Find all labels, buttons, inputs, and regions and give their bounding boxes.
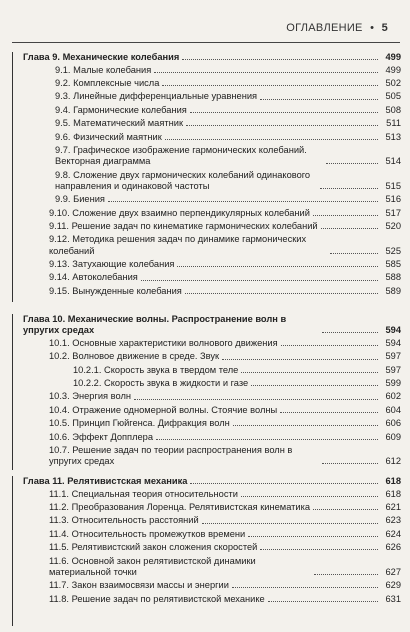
leader-dots xyxy=(268,601,378,602)
page-ref: 631 xyxy=(385,593,401,604)
page-ref: 517 xyxy=(385,207,401,218)
chapter-11-block xyxy=(12,476,401,626)
leader-dots xyxy=(248,536,378,537)
entry-number: 11.8. xyxy=(49,593,69,604)
toc-entry[interactable] xyxy=(13,208,401,219)
toc-entry[interactable] xyxy=(13,91,401,102)
entry-number: 9.1. xyxy=(55,64,71,75)
leader-dots xyxy=(330,253,378,254)
toc-entry[interactable] xyxy=(13,132,401,143)
header-bullet: • xyxy=(370,22,375,34)
leader-dots xyxy=(260,99,378,100)
page-ref: 520 xyxy=(385,221,401,232)
leader-dots xyxy=(182,59,378,60)
entry-label: Релятивистский закон сложения скоростей xyxy=(71,542,258,553)
entry-number: 11.4. xyxy=(49,528,69,539)
entry-label: Затухающие колебания xyxy=(72,259,175,269)
page-ref: 609 xyxy=(385,431,401,442)
toc-entry[interactable] xyxy=(13,221,401,232)
toc-entry[interactable] xyxy=(13,351,401,362)
entry-number: 10.2.2. xyxy=(73,378,102,389)
toc-entry[interactable] xyxy=(13,515,401,526)
page-ref: 627 xyxy=(385,566,401,577)
leader-dots xyxy=(322,463,378,464)
page-ref: 514 xyxy=(385,156,401,167)
leader-dots xyxy=(251,385,378,386)
toc-entry[interactable] xyxy=(13,489,401,500)
toc-entry[interactable] xyxy=(13,170,401,192)
entry-number: 9.7. xyxy=(55,145,71,156)
leader-dots xyxy=(190,483,378,484)
page-header xyxy=(0,22,388,34)
entry-number: 10.5. xyxy=(49,418,70,429)
entry-number: 11.6. xyxy=(49,555,69,566)
page-ref: 606 xyxy=(385,418,401,429)
leader-dots xyxy=(186,125,378,126)
toc-entry[interactable] xyxy=(13,286,401,297)
entry-label: Биения xyxy=(73,194,105,205)
chapter-title: Глава 11. Релятивистская механика xyxy=(23,476,188,486)
leader-dots xyxy=(241,372,378,373)
leader-dots xyxy=(322,332,378,333)
leader-dots xyxy=(141,280,378,281)
entry-label: Энергия волн xyxy=(72,391,131,402)
leader-dots xyxy=(134,399,378,400)
page-ref: 515 xyxy=(385,180,401,191)
page-ref: 502 xyxy=(385,78,401,89)
toc-entry[interactable] xyxy=(13,78,401,89)
leader-dots xyxy=(321,228,378,229)
entry-label: Решение задач по кинематике гармонических колебаний xyxy=(71,221,318,232)
leader-dots xyxy=(156,439,378,440)
entry-label: Скорость звука в твердом теле xyxy=(104,364,239,375)
entry-number: 11.5. xyxy=(49,542,69,553)
entry-number: 9.9. xyxy=(55,194,71,205)
page-ref: 589 xyxy=(385,285,401,296)
page-ref: 594 xyxy=(385,325,401,336)
toc-entry[interactable] xyxy=(13,502,401,513)
leader-dots xyxy=(190,112,378,113)
leader-dots xyxy=(320,188,378,189)
page-ref: 599 xyxy=(385,378,401,389)
page-ref: 602 xyxy=(385,391,401,402)
page-ref: 505 xyxy=(385,91,401,102)
entry-number: 10.1. xyxy=(49,337,70,348)
leader-dots xyxy=(177,266,378,267)
chapter-10-block xyxy=(12,314,401,470)
entry-label: Комплексные числа xyxy=(73,78,160,89)
leader-dots xyxy=(185,293,378,294)
toc-entry[interactable] xyxy=(13,391,401,402)
leader-dots xyxy=(154,72,378,73)
entry-label: Закон взаимосвязи массы и энергии xyxy=(71,580,229,591)
entry-number: 10.6. xyxy=(49,431,70,442)
page-ref: 511 xyxy=(386,118,401,129)
entry-label: Специальная теория относительности xyxy=(71,488,238,499)
entry-number: 10.2. xyxy=(49,351,70,362)
page-ref: 499 xyxy=(385,52,401,62)
entry-label: Преобразования Лоренца. Релятивистская кинематика xyxy=(71,502,311,513)
leader-dots xyxy=(222,359,378,360)
entry-label: Основные характеристики волнового движения xyxy=(72,337,278,348)
entry-number: 9.11. xyxy=(49,221,69,232)
leader-dots xyxy=(281,345,378,346)
page-ref: 516 xyxy=(385,194,401,205)
entry-number: 11.1. xyxy=(49,488,69,499)
entry-number: 10.2.1. xyxy=(73,364,102,375)
entry-label: Физический маятник xyxy=(73,131,162,142)
chapter-title: Глава 9. Механические колебания xyxy=(23,52,180,62)
page-ref: 513 xyxy=(385,131,401,142)
entry-label: Гармонические колебания xyxy=(73,104,187,115)
leader-dots xyxy=(202,523,378,524)
page-ref: 508 xyxy=(385,104,401,115)
leader-dots xyxy=(165,139,378,140)
toc-entry[interactable] xyxy=(13,529,401,540)
toc-entry[interactable] xyxy=(13,105,401,116)
toc-entry[interactable] xyxy=(13,432,401,443)
leader-dots xyxy=(313,215,378,216)
entry-label: Относительность промежутков времени xyxy=(71,528,246,539)
page-ref: 612 xyxy=(385,456,401,467)
page-ref: 618 xyxy=(385,488,401,499)
toc-subentry[interactable] xyxy=(13,365,401,376)
entry-number: 10.4. xyxy=(49,404,70,415)
entry-number: 11.7. xyxy=(49,580,69,591)
leader-dots xyxy=(233,425,378,426)
entry-number: 9.5. xyxy=(55,118,71,129)
entry-number: 9.13. xyxy=(49,259,70,269)
entry-label: Автоколебания xyxy=(72,272,138,283)
entry-number: 9.3. xyxy=(55,91,71,102)
leader-dots xyxy=(313,509,378,510)
entry-label: Методика решения задач по динамике гармонических колебаний xyxy=(49,234,307,256)
toc-entry[interactable] xyxy=(13,580,401,591)
entry-number: 9.10. xyxy=(49,207,70,218)
entry-label: Волновое движение в среде. Звук xyxy=(72,351,220,362)
entry-label: Относительность расстояний xyxy=(71,515,199,526)
chapter-9-block xyxy=(12,52,401,302)
entry-number: 9.8. xyxy=(55,169,71,180)
entry-label: Эффект Допплера xyxy=(72,431,154,442)
chapter-title-row[interactable] xyxy=(13,314,401,336)
entry-label: Графическое изображение гармонических колебаний. Векторная диаграмма xyxy=(55,145,307,167)
toc-entry[interactable] xyxy=(13,194,401,205)
entry-number: 9.12. xyxy=(49,234,70,245)
entry-label: Сложение двух взаимно перпендикулярных колебаний xyxy=(72,207,310,218)
toc-entry[interactable] xyxy=(13,118,401,129)
chapter-title: Глава 10. Механические волны. Распространение волн в упругих средах xyxy=(23,314,287,336)
leader-dots xyxy=(232,587,378,588)
page-ref: 588 xyxy=(385,272,401,283)
toc-entry[interactable] xyxy=(13,405,401,416)
running-title: ОГЛАВЛЕНИЕ xyxy=(286,22,363,34)
entry-number: 9.15. xyxy=(49,285,70,296)
page-ref: 597 xyxy=(385,364,401,375)
chapter-title-row[interactable] xyxy=(13,52,401,63)
header-rule xyxy=(12,42,400,43)
entry-number: 9.4. xyxy=(55,104,71,115)
toc-entry[interactable] xyxy=(13,234,401,256)
page-ref: 626 xyxy=(385,542,401,553)
page-ref: 618 xyxy=(385,476,401,486)
toc-entry[interactable] xyxy=(13,338,401,349)
page-number: 5 xyxy=(381,22,388,34)
toc-entry[interactable] xyxy=(13,542,401,553)
page-ref: 594 xyxy=(385,337,401,348)
page-ref: 621 xyxy=(385,502,401,513)
page-ref: 585 xyxy=(385,259,401,269)
entry-label: Линейные дифференциальные уравнения xyxy=(73,91,258,102)
entry-label: Решение задач по теории распространения волн в упругих средах xyxy=(49,445,293,467)
toc-entry[interactable] xyxy=(13,445,401,467)
toc-entry[interactable] xyxy=(13,65,401,76)
entry-label: Отражение одномерной волны. Стоячие волны xyxy=(72,404,278,415)
leader-dots xyxy=(241,496,378,497)
page-ref: 604 xyxy=(385,404,401,415)
entry-number: 9.14. xyxy=(49,272,70,283)
entry-number: 9.2. xyxy=(55,78,71,89)
leader-dots xyxy=(326,163,378,164)
entry-label: Решение задач по релятивистской механике xyxy=(71,593,265,604)
toc-entry[interactable] xyxy=(13,556,401,578)
leader-dots xyxy=(314,574,378,575)
chapter-title-row[interactable] xyxy=(13,476,401,487)
page-ref: 597 xyxy=(385,351,401,362)
toc-entry[interactable] xyxy=(13,594,401,605)
entry-label: Принцип Гюйгенса. Дифракция волн xyxy=(72,418,230,429)
entry-label: Основной закон релятивистской динамики материальной точки xyxy=(49,555,256,577)
toc-entry[interactable] xyxy=(13,259,401,270)
entry-number: 10.7. xyxy=(49,445,70,456)
toc-entry[interactable] xyxy=(13,272,401,283)
entry-label: Скорость звука в жидкости и газе xyxy=(104,378,249,389)
toc-subentry[interactable] xyxy=(13,378,401,389)
entry-label: Вынужденные колебания xyxy=(72,285,182,296)
toc-entry[interactable] xyxy=(13,145,401,167)
leader-dots xyxy=(260,549,378,550)
page-ref: 629 xyxy=(385,580,401,591)
entry-number: 10.3. xyxy=(49,391,70,402)
leader-dots xyxy=(108,201,378,202)
entry-label: Малые колебания xyxy=(73,64,152,75)
entry-number: 11.3. xyxy=(49,515,69,526)
page-ref: 624 xyxy=(385,528,401,539)
page-ref: 499 xyxy=(385,64,401,75)
page-ref: 623 xyxy=(385,515,401,526)
entry-label: Сложение двух гармонических колебаний одинакового направления и одинаковой частоты xyxy=(55,169,311,191)
entry-label: Математический маятник xyxy=(73,118,184,129)
page-ref: 525 xyxy=(385,245,401,256)
toc-entry[interactable] xyxy=(13,418,401,429)
leader-dots xyxy=(162,85,378,86)
leader-dots xyxy=(280,412,378,413)
entry-number: 11.2. xyxy=(49,502,69,513)
entry-number: 9.6. xyxy=(55,131,71,142)
